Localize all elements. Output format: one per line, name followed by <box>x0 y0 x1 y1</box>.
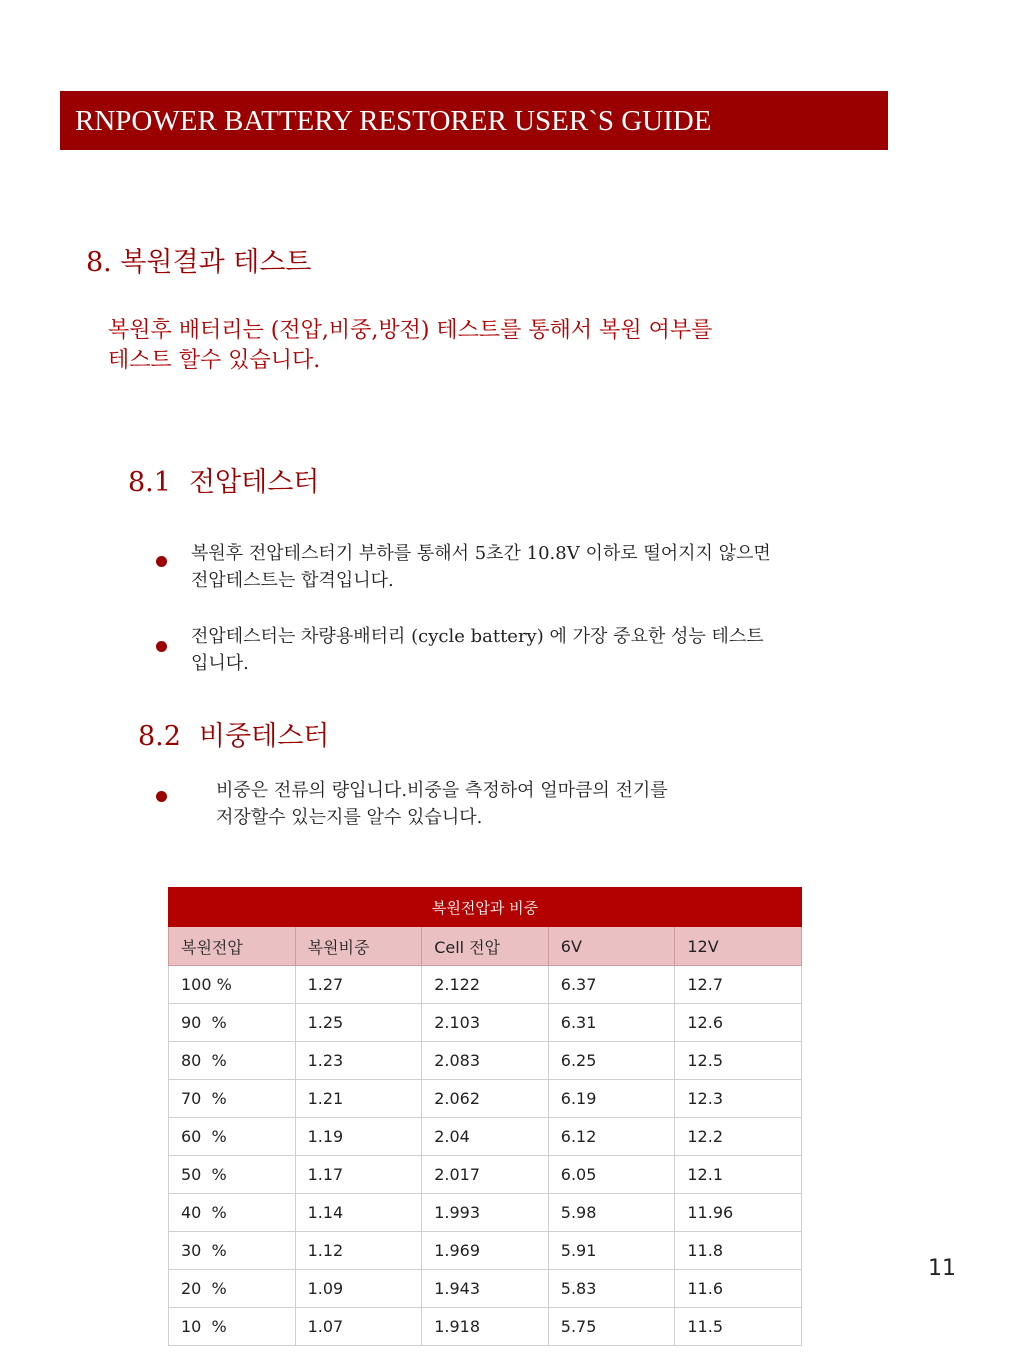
table-cell: 6.05 <box>548 1156 675 1194</box>
table-cell: 2.103 <box>422 1004 549 1042</box>
table-cell: 1.19 <box>295 1118 422 1156</box>
table-cell: 5.75 <box>548 1308 675 1346</box>
table-cell: 1.943 <box>422 1270 549 1308</box>
voltage-test-heading <box>128 460 319 499</box>
table-cell: 12.1 <box>675 1156 802 1194</box>
table-cell: 40 % <box>169 1194 296 1232</box>
intro-text <box>108 316 898 376</box>
table-cell: 1.14 <box>295 1194 422 1232</box>
gravity-bullet-1-line-2: 저장할수 있는지를 알수 있습니다. <box>216 807 483 828</box>
table-cell: 6.25 <box>548 1042 675 1080</box>
column-header: 복원비중 <box>295 927 422 966</box>
table-cell: 1.969 <box>422 1232 549 1270</box>
table-cell: 11.8 <box>675 1232 802 1270</box>
table-cell: 12.5 <box>675 1042 802 1080</box>
table-cell: 1.07 <box>295 1308 422 1346</box>
voltage-bullet-1-line-2: 전압테스트는 합격입니다. <box>191 570 394 591</box>
table-header-row <box>169 927 802 966</box>
gravity-test-heading <box>138 714 329 753</box>
table-cell: 60 % <box>169 1118 296 1156</box>
table-cell: 2.04 <box>422 1118 549 1156</box>
section-heading: 8. 복원결과 테스트 <box>86 247 312 278</box>
table-row <box>169 1118 802 1156</box>
table-row <box>169 966 802 1004</box>
table-row <box>169 1270 802 1308</box>
bullet-dot-icon <box>156 556 167 567</box>
gravity-bullet-1 <box>216 777 856 831</box>
table-cell: 12.3 <box>675 1080 802 1118</box>
table-row <box>169 1042 802 1080</box>
table-cell: 2.017 <box>422 1156 549 1194</box>
table-cell: 1.27 <box>295 966 422 1004</box>
table-cell: 90 % <box>169 1004 296 1042</box>
table-row <box>169 1080 802 1118</box>
header-bar <box>60 91 888 150</box>
table-cell: 6.12 <box>548 1118 675 1156</box>
gravity-bullet-1-line-1: 비중은 전류의 량입니다.비중을 측정하여 얼마큼의 전기를 <box>216 780 668 801</box>
voltage-bullet-2-line-2: 입니다. <box>191 653 249 674</box>
voltage-bullet-1-line-1: 복원후 전압테스터기 부하를 통해서 5초간 10.8V 이하로 떨어지지 않으면 <box>191 543 771 564</box>
table-cell: 1.12 <box>295 1232 422 1270</box>
table-cell: 11.96 <box>675 1194 802 1232</box>
table-cell: 1.993 <box>422 1194 549 1232</box>
table-cell: 1.25 <box>295 1004 422 1042</box>
table-cell: 6.31 <box>548 1004 675 1042</box>
table-cell: 1.17 <box>295 1156 422 1194</box>
table-cell: 1.23 <box>295 1042 422 1080</box>
gravity-test-title: 비중테스터 <box>198 721 330 752</box>
voltage-gravity-table <box>168 887 802 1346</box>
table-cell: 11.6 <box>675 1270 802 1308</box>
column-header: 6V <box>548 927 675 966</box>
table-row <box>169 1004 802 1042</box>
table-cell: 100 % <box>169 966 296 1004</box>
table-cell: 1.21 <box>295 1080 422 1118</box>
table-cell: 80 % <box>169 1042 296 1080</box>
table-cell: 2.062 <box>422 1080 549 1118</box>
guide-title: RNPOWER BATTERY RESTORER USER`S GUIDE <box>75 105 712 137</box>
table-cell: 30 % <box>169 1232 296 1270</box>
table-row <box>169 1194 802 1232</box>
table-cell: 20 % <box>169 1270 296 1308</box>
voltage-bullet-2-line-1: 전압테스터는 차량용배터리 (cycle battery) 에 가장 중요한 성능 테스트 <box>191 626 764 647</box>
table-cell: 12.6 <box>675 1004 802 1042</box>
intro-line-2: 테스트 할수 있습니다. <box>108 348 321 373</box>
table-row <box>169 1232 802 1270</box>
table-cell: 12.7 <box>675 966 802 1004</box>
column-header: 12V <box>675 927 802 966</box>
table-cell: 50 % <box>169 1156 296 1194</box>
column-header: 복원전압 <box>169 927 296 966</box>
gravity-test-number: 8.2 <box>138 721 181 752</box>
page-number: 11 <box>928 1256 956 1281</box>
table-cell: 2.083 <box>422 1042 549 1080</box>
column-header: Cell 전압 <box>422 927 549 966</box>
table-cell: 70 % <box>169 1080 296 1118</box>
table-cell: 12.2 <box>675 1118 802 1156</box>
table-cell: 5.83 <box>548 1270 675 1308</box>
table-cell: 5.98 <box>548 1194 675 1232</box>
bullet-dot-icon <box>156 791 167 802</box>
table-cell: 11.5 <box>675 1308 802 1346</box>
table-cell: 6.37 <box>548 966 675 1004</box>
table-row <box>169 1156 802 1194</box>
bullet-dot-icon <box>156 641 167 652</box>
table-cell: 5.91 <box>548 1232 675 1270</box>
table-cell: 2.122 <box>422 966 549 1004</box>
table-caption: 복원전압과 비중 <box>169 888 802 927</box>
table-row <box>169 1308 802 1346</box>
table-cell: 10 % <box>169 1308 296 1346</box>
table-cell: 1.918 <box>422 1308 549 1346</box>
voltage-bullet-2 <box>191 623 951 677</box>
intro-line-1: 복원후 배터리는 (전압,비중,방전) 테스트를 통해서 복원 여부를 <box>108 318 713 343</box>
voltage-test-number: 8.1 <box>128 467 171 498</box>
voltage-test-title: 전압테스터 <box>188 467 320 498</box>
voltage-bullet-1 <box>191 540 951 594</box>
table-cell: 1.09 <box>295 1270 422 1308</box>
table-cell: 6.19 <box>548 1080 675 1118</box>
